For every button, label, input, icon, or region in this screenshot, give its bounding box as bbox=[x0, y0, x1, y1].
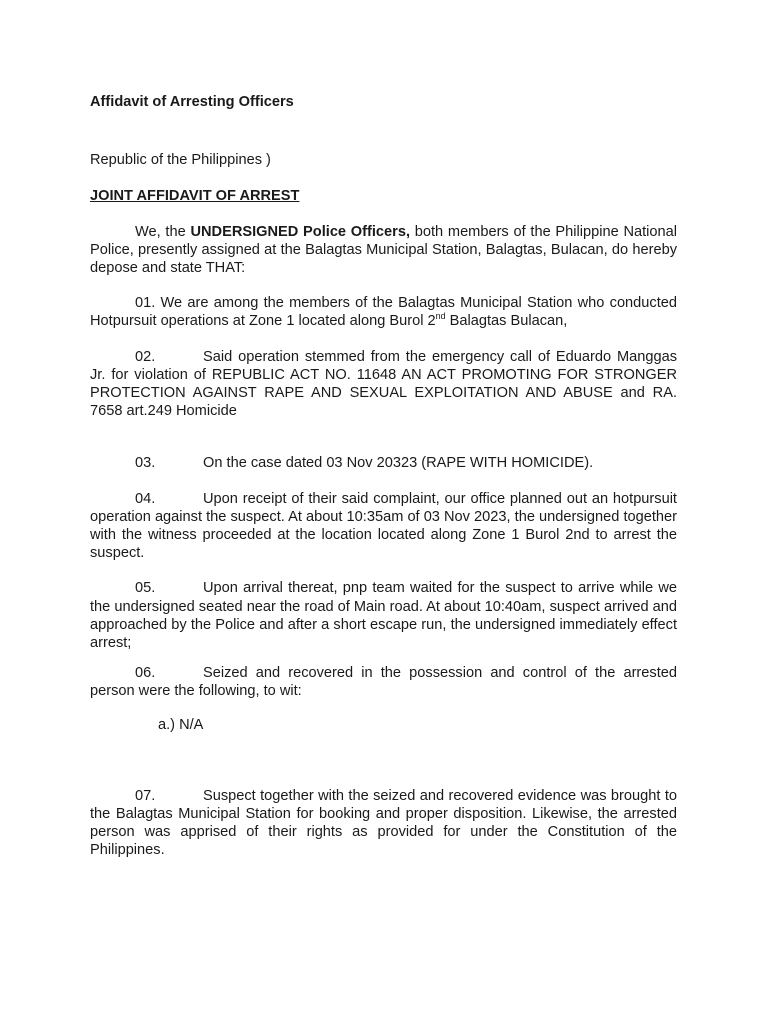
paragraph-07-number: 07. bbox=[135, 787, 156, 804]
paragraph-02 bbox=[90, 348, 677, 421]
paragraph-04-text: Upon receipt of their said complaint, our office planned out an hotpursuit operation against the suspect. At about 10:35am of 03 Nov 2023, the undersigned together with the witness proceeded at the location located along Zone 1 Burol 2nd to arrest the suspect. bbox=[90, 490, 677, 562]
republic-line: Republic of the Philippines ) bbox=[90, 152, 271, 169]
paragraph-04-number: 04. bbox=[135, 490, 156, 507]
seized-item-a: a.) N/A bbox=[158, 716, 204, 733]
paragraph-07-text: Suspect together with the seized and recovered evidence was brought to the Balagtas Municipal Station for booking and proper disposition. Likewise, the arrested person was apprised of their rights as provided for under the Constitution of the Philippines. bbox=[90, 787, 677, 859]
paragraph-01-text-b: Balagtas Bulacan, bbox=[445, 313, 568, 330]
paragraph-07 bbox=[90, 787, 677, 860]
intro-bold: UNDERSIGNED Police Officers, bbox=[190, 223, 411, 240]
joint-affidavit-heading: JOINT AFFIDAVIT OF ARREST bbox=[90, 188, 300, 205]
paragraph-03 bbox=[90, 454, 677, 472]
intro-paragraph bbox=[90, 223, 677, 278]
paragraph-01 bbox=[90, 294, 677, 330]
paragraph-01-text-a: We are among the members of the Balagtas Municipal Station who conducted Hotpursuit operations at Zone 1 located along Burol 2 bbox=[90, 295, 677, 330]
document-title: Affidavit of Arresting Officers bbox=[90, 94, 294, 110]
paragraph-06-number: 06. bbox=[135, 665, 156, 682]
paragraph-01-number: 01. bbox=[135, 295, 156, 312]
paragraph-01-superscript: nd bbox=[435, 311, 446, 322]
paragraph-05 bbox=[90, 579, 677, 652]
paragraph-06-text: Seized and recovered in the possession and control of the arrested person were the following, to wit: bbox=[90, 665, 677, 700]
paragraph-03-text: On the case dated 03 Nov 20323 (RAPE WITH HOMICIDE). bbox=[203, 455, 594, 472]
paragraph-03-number: 03. bbox=[135, 455, 156, 472]
paragraph-02-text: Said operation stemmed from the emergency call of Eduardo Manggas Jr. for violation of REPUBLIC ACT NO. 11648 AN ACT PROMOTING FOR STRONGER PROTECTION AGAINST RAPE AND SEXUAL EXPLOITATION AND ABUSE and RA. 7658 art.249 Homicide bbox=[90, 348, 677, 420]
paragraph-05-number: 05. bbox=[135, 580, 156, 597]
document-body bbox=[90, 93, 677, 860]
intro-lead: We, the bbox=[135, 223, 191, 240]
paragraph-04 bbox=[90, 490, 677, 563]
intro-rest: both members of the Philippine National Police, presently assigned at the Balagtas Municipal Station, Balagtas, Bulacan, do hereby depose and state THAT: bbox=[90, 223, 678, 277]
paragraph-06 bbox=[90, 664, 677, 700]
paragraph-02-number: 02. bbox=[135, 348, 156, 365]
paragraph-05-text: Upon arrival thereat, pnp team waited for the suspect to arrive while we the undersigned seated near the road of Main road. At about 10:40am, suspect arrived and approached by the Police and after a short escape run, the undersigned immediately effect arrest; bbox=[90, 580, 677, 652]
